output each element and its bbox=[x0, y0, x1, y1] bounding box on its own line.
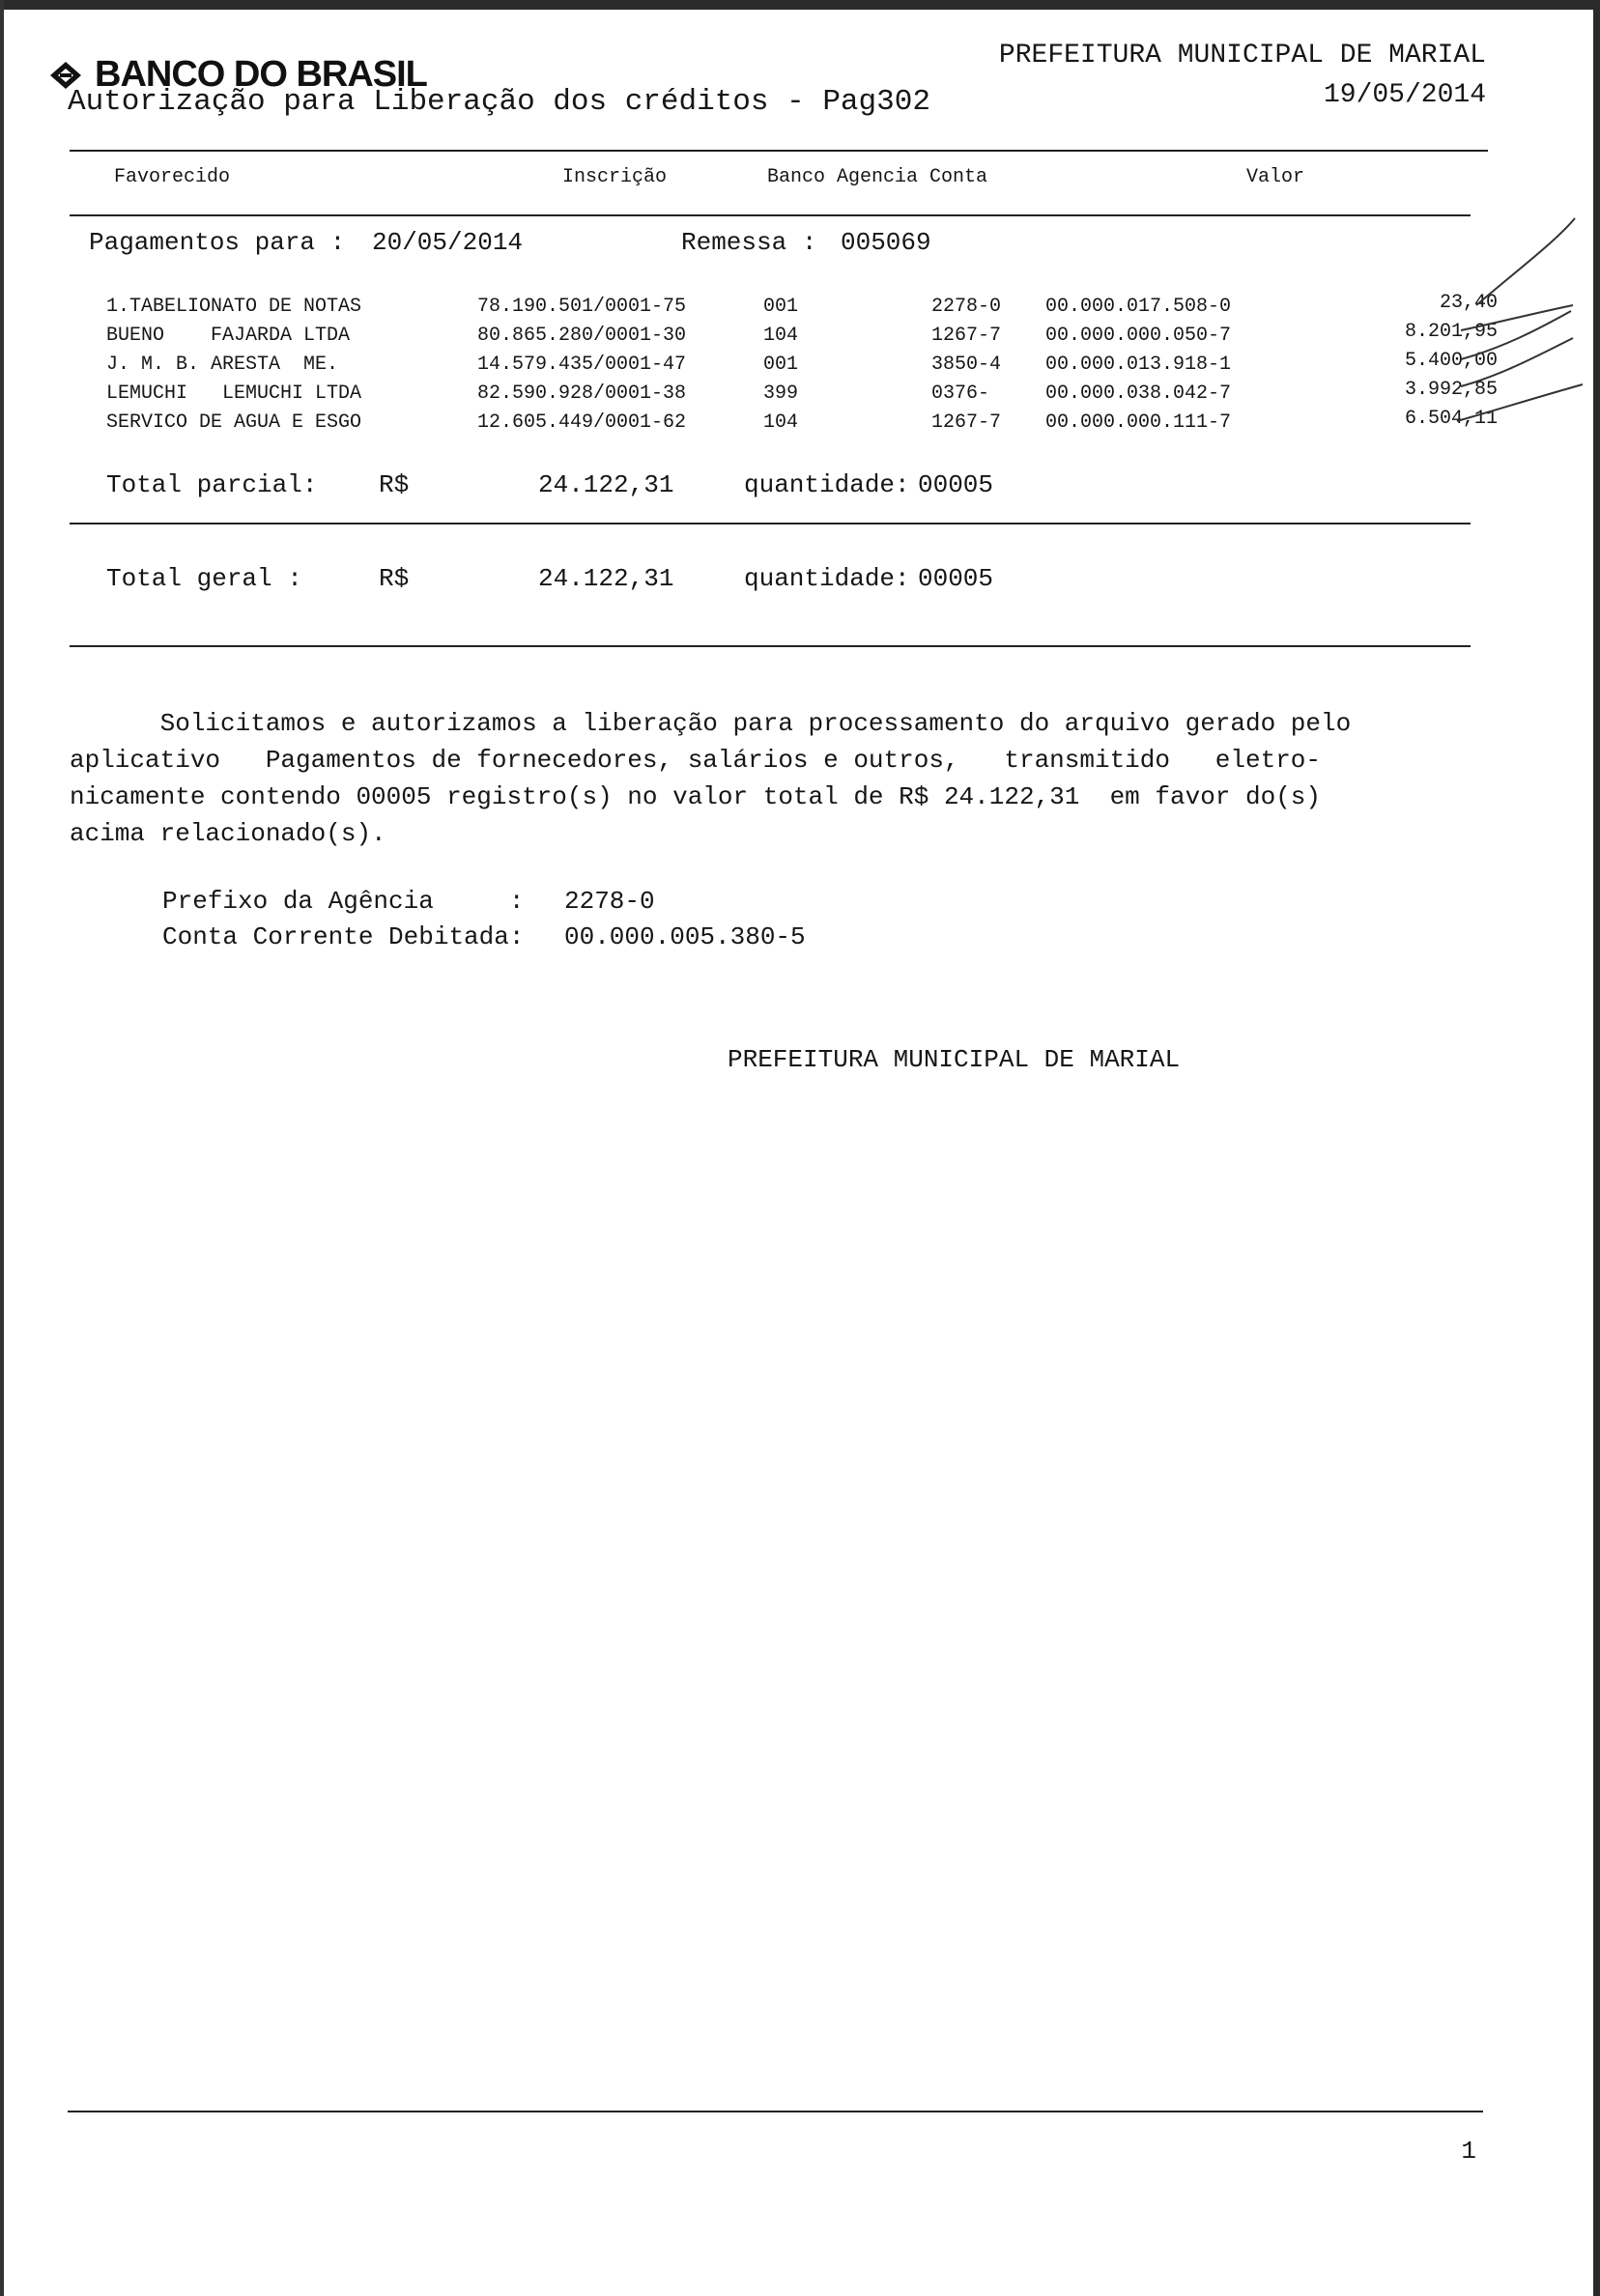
payment-label: Pagamentos para : bbox=[89, 228, 346, 257]
header-organization: PREFEITURA MUNICIPAL DE MARIAL bbox=[998, 41, 1486, 71]
header-date: 19/05/2014 bbox=[1323, 80, 1486, 110]
page-number: 1 bbox=[1461, 2137, 1476, 2166]
cell-valor: 5.400,00 bbox=[1404, 350, 1498, 372]
total-parcial-rule bbox=[70, 523, 1471, 524]
agency-prefix-value: 2278-0 bbox=[564, 887, 655, 916]
cell-banco: 399 bbox=[763, 383, 799, 405]
scan-border-top bbox=[0, 0, 1600, 10]
scan-border-left bbox=[0, 0, 4, 2296]
cell-banco: 104 bbox=[763, 411, 799, 434]
cell-agencia: 3850-4 bbox=[931, 354, 1002, 376]
total-parcial-value: 24.122,31 bbox=[538, 470, 674, 499]
total-parcial-currency: R$ bbox=[379, 470, 410, 499]
cell-banco: 001 bbox=[763, 296, 799, 318]
payment-date: 20/05/2014 bbox=[372, 228, 524, 257]
cell-banco: 104 bbox=[763, 325, 799, 347]
cell-conta: 00.000.017.508-0 bbox=[1045, 296, 1232, 318]
cell-inscricao: 12.605.449/0001-62 bbox=[477, 411, 687, 434]
signature-organization: PREFEITURA MUNICIPAL DE MARIAL bbox=[728, 1045, 1181, 1074]
total-geral-currency: R$ bbox=[379, 564, 410, 593]
total-geral-qty-label: quantidade: bbox=[744, 564, 910, 593]
paragraph-line: Solicitamos e autorizamos a liberação para processamento do arquivo gerado pelo bbox=[70, 709, 1352, 738]
authorization-paragraph bbox=[70, 705, 1451, 852]
total-parcial-label: Total parcial: bbox=[106, 470, 318, 499]
debited-account-value: 00.000.005.380-5 bbox=[564, 922, 806, 951]
cell-conta: 00.000.013.918-1 bbox=[1045, 354, 1232, 376]
cell-agencia: 2278-0 bbox=[931, 296, 1002, 318]
cell-inscricao: 14.579.435/0001-47 bbox=[477, 354, 687, 376]
column-header-rule bbox=[70, 214, 1471, 216]
cell-favorecido: LEMUCHI LEMUCHI LTDA bbox=[106, 383, 362, 405]
cell-favorecido: SERVICO DE AGUA E ESGO bbox=[106, 411, 362, 434]
paragraph-line: aplicativo Pagamentos de fornecedores, salários e outros, transmitido eletro- bbox=[70, 746, 1322, 775]
column-banco-agencia-conta: Banco Agencia Conta bbox=[767, 166, 988, 188]
total-geral-rule bbox=[70, 645, 1471, 647]
cell-valor: 23,40 bbox=[1439, 292, 1498, 314]
agency-prefix-label: Prefixo da Agência : bbox=[162, 887, 525, 916]
document-title: Autorização para Liberação dos créditos - Pag302 bbox=[68, 85, 930, 119]
cell-conta: 00.000.000.111-7 bbox=[1045, 411, 1232, 434]
total-geral-value: 24.122,31 bbox=[538, 564, 674, 593]
handwritten-check-marks bbox=[1333, 203, 1594, 435]
remessa-label: Remessa : bbox=[681, 228, 817, 257]
cell-favorecido: J. M. B. ARESTA ME. bbox=[106, 354, 339, 376]
cell-valor: 6.504,11 bbox=[1404, 408, 1498, 430]
cell-agencia: 1267-7 bbox=[931, 325, 1002, 347]
scan-border-right bbox=[1593, 0, 1600, 2296]
column-inscricao: Inscrição bbox=[562, 166, 668, 188]
cell-favorecido: BUENO FAJARDA LTDA bbox=[106, 325, 351, 347]
footer-rule bbox=[68, 2111, 1483, 2112]
total-geral-qty: 00005 bbox=[918, 564, 994, 593]
column-valor: Valor bbox=[1246, 166, 1305, 188]
cell-favorecido: 1.TABELIONATO DE NOTAS bbox=[106, 296, 362, 318]
cell-agencia: 0376- bbox=[931, 383, 990, 405]
cell-inscricao: 80.865.280/0001-30 bbox=[477, 325, 687, 347]
header-rule bbox=[70, 150, 1488, 152]
total-parcial-qty-label: quantidade: bbox=[744, 470, 910, 499]
total-parcial-qty: 00005 bbox=[918, 470, 994, 499]
total-geral-label: Total geral : bbox=[106, 564, 302, 593]
cell-valor: 3.992,85 bbox=[1404, 379, 1498, 401]
remessa-number: 005069 bbox=[841, 228, 931, 257]
cell-conta: 00.000.038.042-7 bbox=[1045, 383, 1232, 405]
paragraph-line: nicamente contendo 00005 registro(s) no valor total de R$ 24.122,31 em favor do(s) bbox=[70, 782, 1322, 811]
paragraph-line: acima relacionado(s). bbox=[70, 819, 386, 848]
cell-banco: 001 bbox=[763, 354, 799, 376]
cell-valor: 8.201,95 bbox=[1404, 321, 1498, 343]
cell-conta: 00.000.000.050-7 bbox=[1045, 325, 1232, 347]
cell-inscricao: 78.190.501/0001-75 bbox=[477, 296, 687, 318]
debited-account-label: Conta Corrente Debitada: bbox=[162, 922, 525, 951]
column-favorecido: Favorecido bbox=[114, 166, 231, 188]
bank-name: BANCO DO BRASIL bbox=[95, 54, 427, 95]
cell-inscricao: 82.590.928/0001-38 bbox=[477, 383, 687, 405]
cell-agencia: 1267-7 bbox=[931, 411, 1002, 434]
